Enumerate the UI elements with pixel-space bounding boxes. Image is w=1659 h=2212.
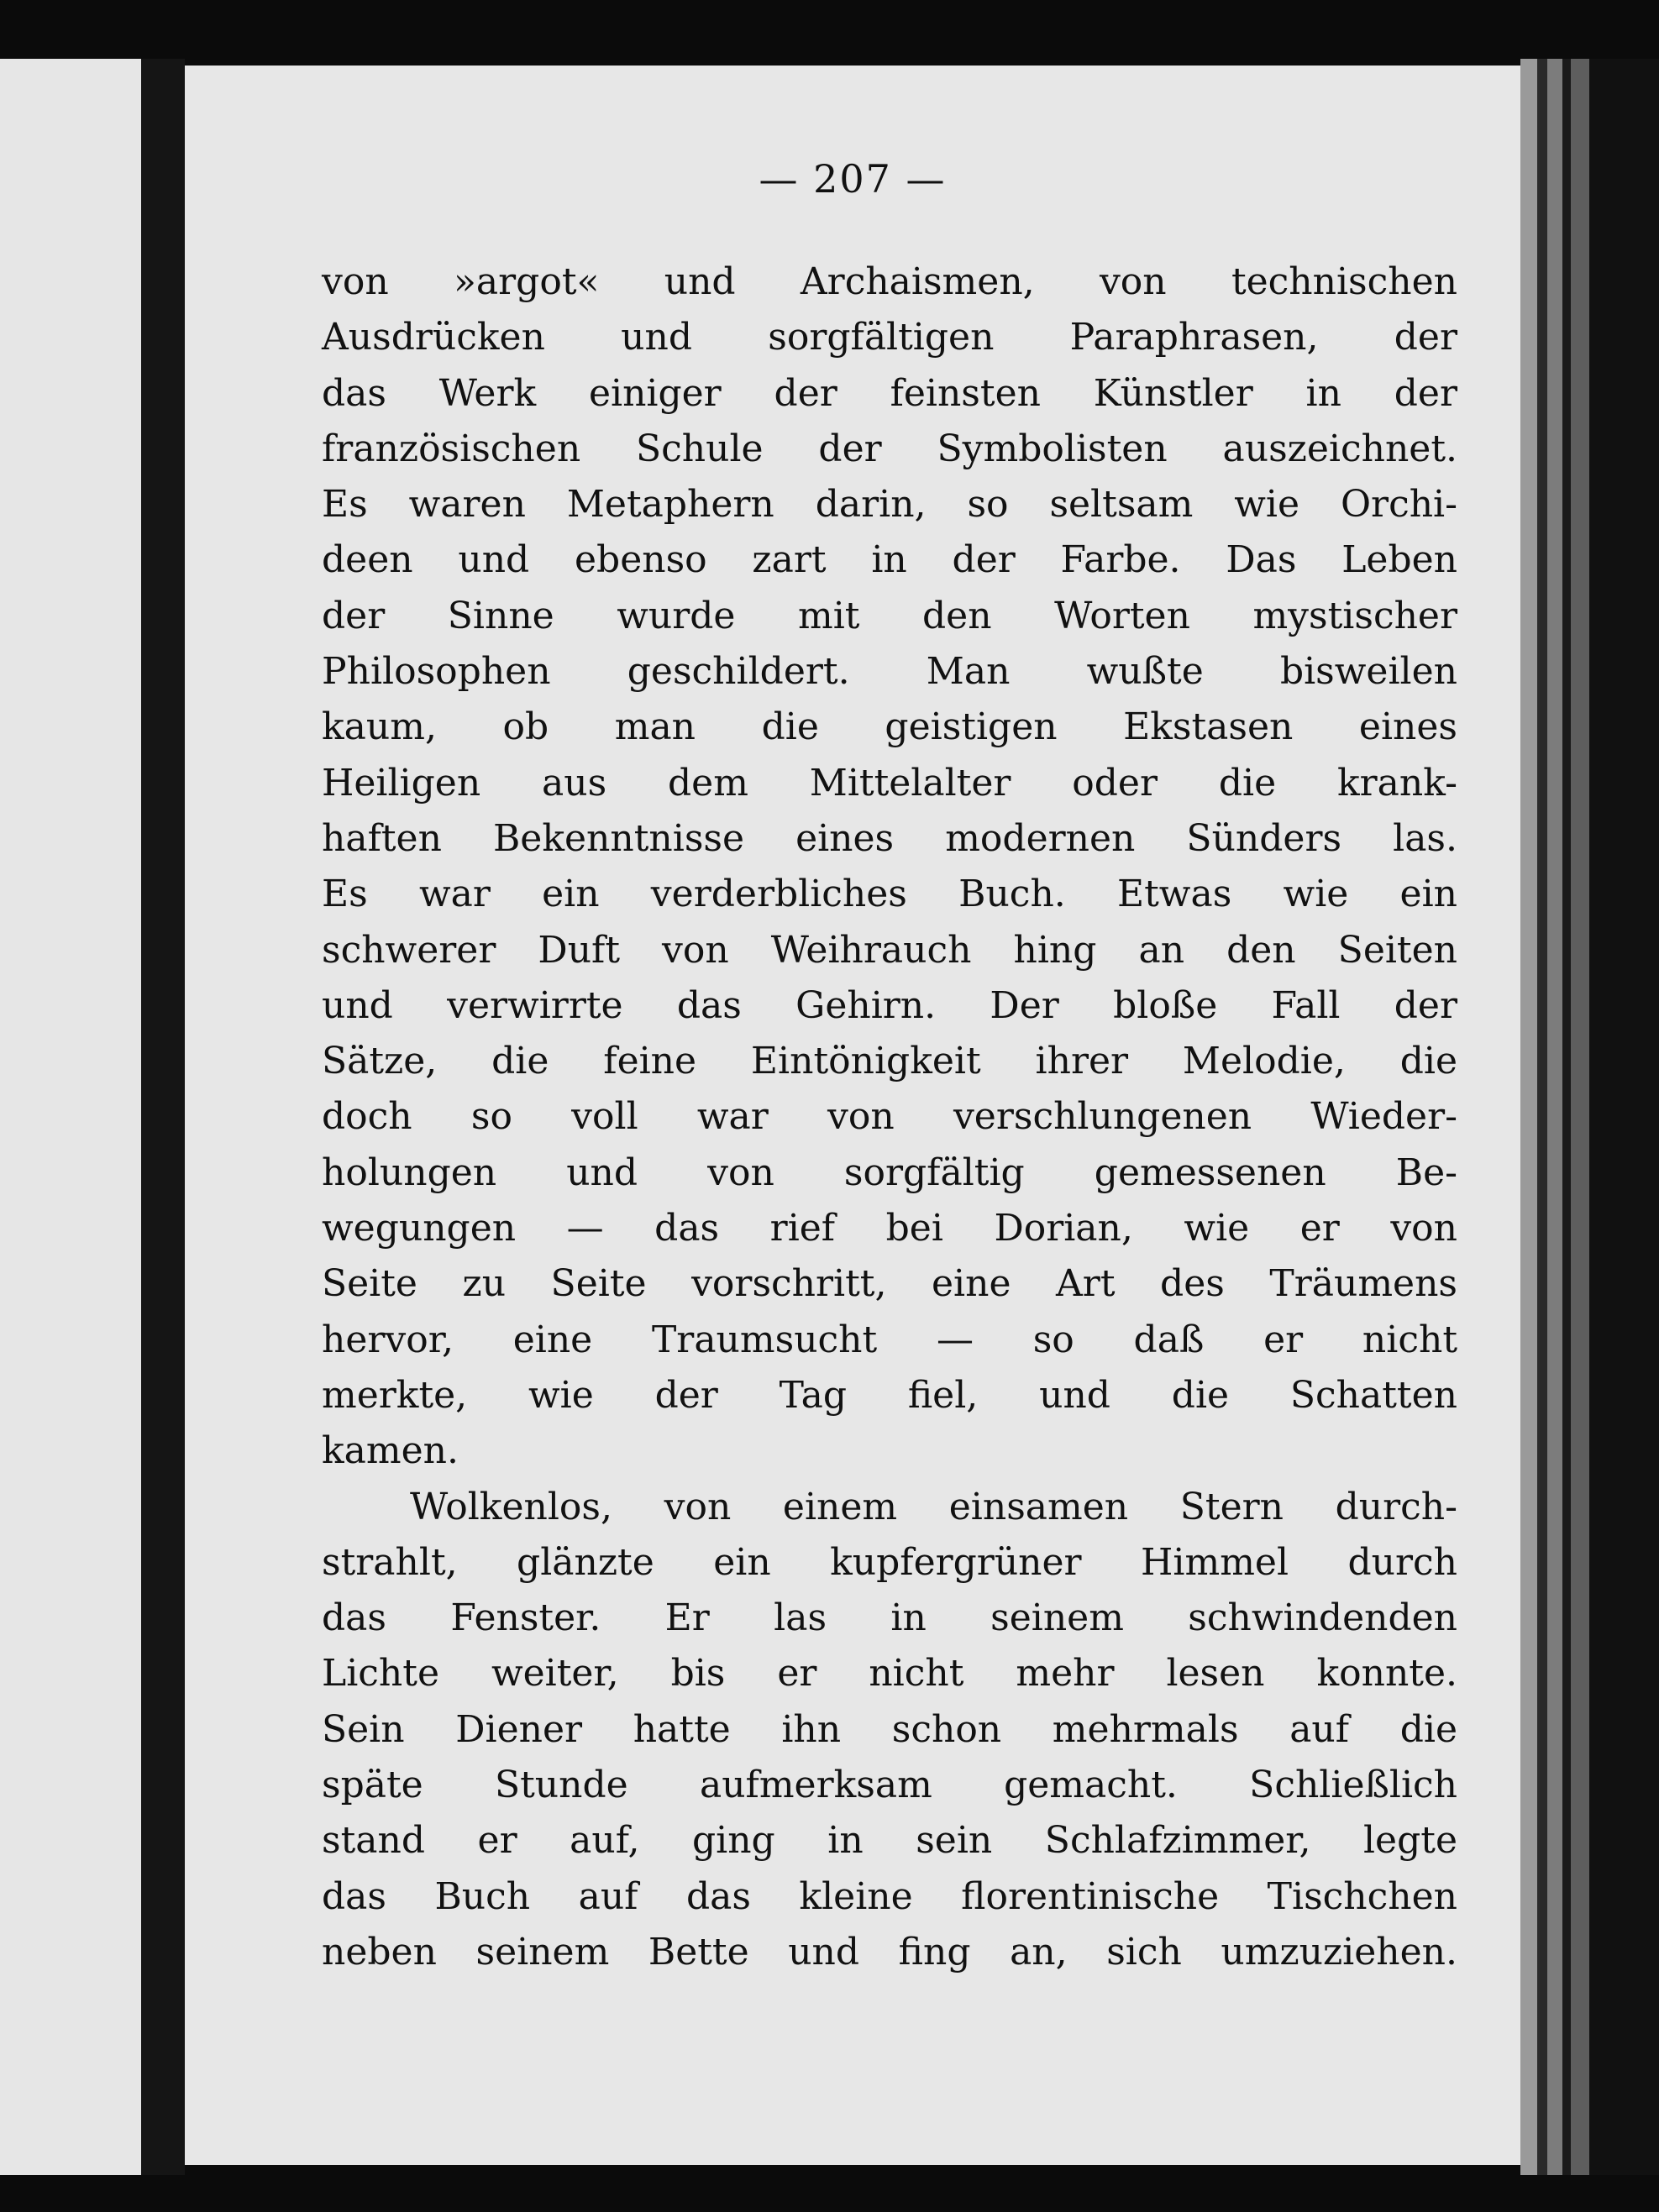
text-line: Sein Diener hatte ihn schon mehrmals auf die: [322, 1707, 1457, 1751]
page-number: — 207 —: [759, 156, 947, 202]
text-line: Es war ein verderbliches Buch. Etwas wie ein: [322, 873, 1457, 916]
text-line: das Buch auf das kleine florentinische Tischchen: [322, 1874, 1457, 1918]
text-line: strahlt, glänzte ein kupfergrüner Himmel durch: [322, 1540, 1457, 1584]
text-line: Es waren Metaphern darin, so seltsam wie Orchi-: [322, 483, 1457, 527]
text-line: französischen Schule der Symbolisten auszeichnet.: [322, 427, 1457, 470]
book-page: [185, 66, 1520, 2165]
text-line: stand er auf, ging in sein Schlafzimmer, legte: [322, 1819, 1457, 1863]
text-line: Philosophen geschildert. Man wußte bisweilen: [322, 650, 1457, 694]
text-line: kaum, ob man die geistigen Ekstasen eines: [322, 705, 1457, 749]
page-edge-stack: [1520, 59, 1537, 2175]
page-edge-stack: [1571, 59, 1589, 2175]
text-line: der Sinne wurde mit den Worten mystischer: [322, 594, 1457, 637]
text-line: Ausdrücken und sorgfältigen Paraphrasen, der: [322, 316, 1457, 359]
text-line: haften Bekenntnisse eines modernen Sünders las.: [322, 816, 1457, 860]
text-line: Sätze, die feine Eintönigkeit ihrer Melodie, die: [322, 1040, 1457, 1083]
text-line: und verwirrte das Gehirn. Der bloße Fall der: [322, 983, 1457, 1027]
page-edge-stack: [1547, 59, 1562, 2175]
text-line: wegungen — das rief bei Dorian, wie er von: [322, 1207, 1457, 1250]
text-line: das Fenster. Er las in seinem schwindenden: [322, 1596, 1457, 1640]
text-line: Seite zu Seite vorschritt, eine Art des Träumens: [322, 1262, 1457, 1306]
text-line: holungen und von sorgfältig gemessenen Be-: [322, 1151, 1457, 1194]
previous-page-edge: [0, 59, 141, 2175]
text-line: Lichte weiter, bis er nicht mehr lesen konnte.: [322, 1652, 1457, 1696]
text-line: merkte, wie der Tag fiel, und die Schatten: [322, 1373, 1457, 1417]
page-body-text: [322, 254, 1457, 1980]
book-gutter: [141, 59, 185, 2175]
text-line: neben seinem Bette und fing an, sich umzuziehen.: [322, 1930, 1457, 1974]
text-line: doch so voll war von verschlungenen Wieder-: [322, 1095, 1457, 1139]
text-line: von »argot« und Archaismen, von technischen: [322, 260, 1457, 303]
text-line: späte Stunde aufmerksam gemacht. Schließlich: [322, 1764, 1457, 1807]
text-line-paragraph-end: kamen.: [322, 1429, 459, 1473]
text-line: deen und ebenso zart in der Farbe. Das Leben: [322, 538, 1457, 582]
page-edge-stack: [1562, 59, 1571, 2175]
text-line: das Werk einiger der feinsten Künstler in der: [322, 371, 1457, 415]
page-edge-stack: [1537, 59, 1547, 2175]
text-line: Heiligen aus dem Mittelalter oder die krank-: [322, 761, 1457, 805]
book-cover-edge: [1589, 59, 1659, 2175]
text-line: schwerer Duft von Weihrauch hing an den Seiten: [322, 928, 1457, 972]
text-line-paragraph-start: Wolkenlos, von einem einsamen Stern durch-: [410, 1485, 1457, 1528]
text-line: hervor, eine Traumsucht — so daß er nicht: [322, 1318, 1457, 1361]
